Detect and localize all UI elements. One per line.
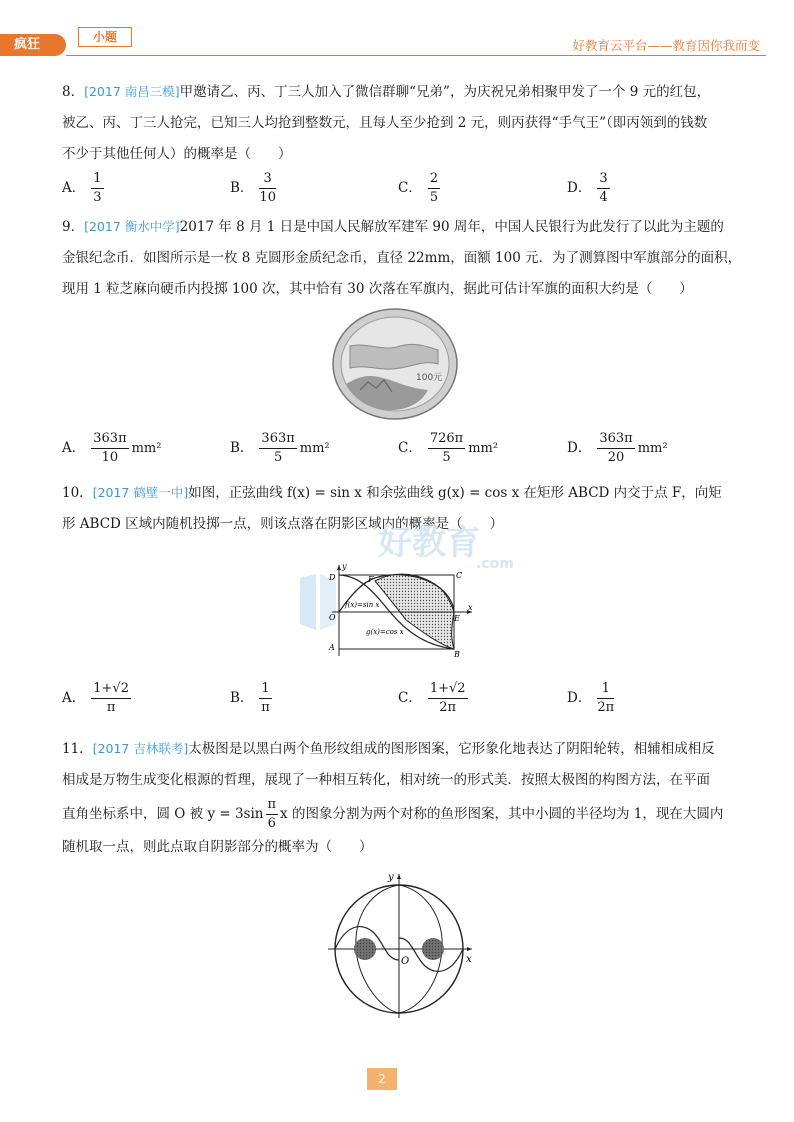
q8-source: [2017 南昌三模] [84,84,180,99]
q9-option-b: B． $\frac{363\pi}{5}$ mm² [230,431,330,465]
q9-line-1: 9．[2017 衡水中学]2017 年 8 月 1 日是中国人民解放军建军 90 周年，中国人民银行为此发行了以此为主题的 [62,219,724,235]
q10-source: [2017 鹤壁一中] [92,485,189,500]
q8-line-1: 8．[2017 南昌三模]甲邀请乙、丙、丁三人加入了微信群聊“兄弟”，为庆祝兄弟相聚甲发了一个 9 元的红包， [62,84,711,100]
point-f-label: F [368,575,374,584]
point-d-label: D [329,573,336,582]
q9-option-c: C． $\frac{726\pi}{5}$ mm² [398,431,499,465]
q9-option-d: D． $\frac{363\pi}{20}$ mm² [567,431,668,465]
q11-source: [2017 吉林联考] [92,741,189,756]
q11-line-4: 随机取一点，则此点取自阴影部分的概率为（ ） [62,839,373,855]
q8-option-a: A． $\frac{1}{3}$ [62,171,102,205]
taiji-origin-label: O [401,956,410,967]
header-divider [66,55,766,56]
page-number: 2 [367,1068,397,1090]
q9-source: [2017 衡水中学] [84,219,180,234]
coin-figure [330,306,460,422]
point-e-label: E [454,614,460,623]
question-11 [62,733,772,863]
q10-option-c: C． $\frac{1+√2}{2\pi}$ [398,681,466,715]
q8-option-b: B． $\frac{3}{10}$ [230,171,276,205]
q9-options [62,430,762,470]
q10-options [62,680,762,720]
taiji-x-label: x [466,954,472,965]
watermark-domain: .com [476,556,514,572]
q10-option-a: A． $\frac{1+√2}{\pi}$ [62,681,129,715]
taiji-y-label: y [388,872,394,883]
q8-options [62,170,762,210]
q9-option-a: A． $\frac{363\pi}{10}$ mm² [62,431,162,465]
point-c-label: C [456,571,463,580]
axis-y-label: y [342,562,347,571]
q10-option-b: B． $\frac{1}{\pi}$ [230,681,270,715]
q10-line-2: 形 ABCD 区域内随机投掷一点，则该点落在阴影区域内的概率是（ ） [62,516,504,532]
axis-x-label: x [468,603,473,612]
q8-line-3: 不少于其他任何人）的概率是（ ） [62,146,292,162]
q8-line-2: 被乙、丙、丁三人抢完，已知三人均抢到整数元，且每人至少抢到 2 元，则丙获得“手气王”（即丙领到的钱数 [62,115,708,131]
header-badge: 疯狂 [0,34,66,56]
q11-line-1: 11．[2017 吉林联考]太极图是以黑白两个鱼形纹组成的图形图案，它形象化地表达了阴阳轮转，相辅相成相反 [62,741,715,757]
q10-line-1: 10．[2017 鹤壁一中]如图，正弦曲线 f(x) = sin x 和余弦曲线 g(x) = cos x 在矩形 ABCD 内交于点 F，向矩 [62,485,722,501]
header-slogan: 好教育云平台——教育因你我而变 [572,38,760,53]
sin-cos-figure [320,560,480,660]
q9-line-3: 现用 1 粒芝麻向硬币内投掷 100 次，其中恰有 30 次落在军旗内，据此可估计军旗的面积大约是（ ） [62,281,693,297]
header-tag: 小题 [78,27,132,47]
watermark-text: 好教育 [378,523,480,563]
question-9 [62,211,762,305]
taiji-figure [326,870,476,1020]
origin-label: O [329,613,336,622]
q10-option-d: D． $\frac{1}{2\pi}$ [567,681,615,715]
q8-option-c: C． $\frac{2}{5}$ [398,171,439,205]
q9-line-2: 金银纪念币．如图所示是一枚 8 克圆形金质纪念币，直径 22mm，面额 100 元．为了测算图中军旗部分的面积， [62,250,742,266]
coin-denomination: 100元 [416,373,443,383]
cos-curve-label: g(x)=cos x [366,628,404,636]
q11-line-3: 直角坐标系中，圆 O 被 y = 3sin $\frac{\pi}{6}$ x 的图象分割为两个对称的鱼形图案，其中小圆的半径均为 1，现在大圆内 [62,797,724,831]
sin-curve-label: f(x)=sin x [345,601,380,609]
point-b-label: B [454,650,460,659]
question-8 [62,76,762,170]
point-a-label: A [329,643,335,652]
q11-line-2: 相成是万物生成变化根源的哲理，展现了一种相互转化，相对统一的形式美．按照太极图的构图方法，在平面 [62,772,710,788]
q8-option-d: D． $\frac{3}{4}$ [567,171,608,205]
